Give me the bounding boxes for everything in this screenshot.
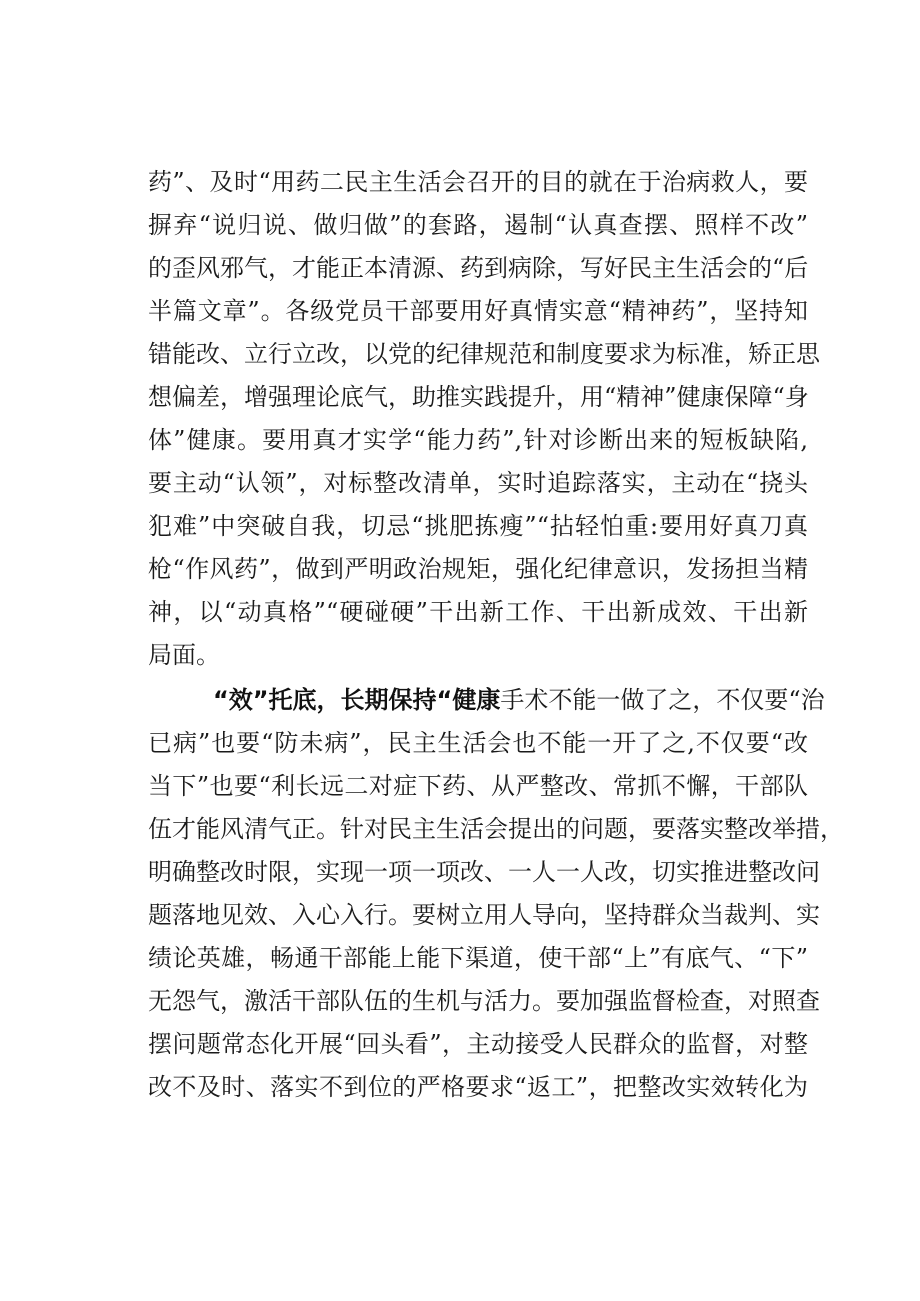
paragraph-1-line: 摒弃“说归说、做归做”的套路，遏制“认真查摆、照样不改” <box>148 211 808 239</box>
paragraph-2-line: 题落地见效、入心入行。要树立用人导向，坚持群众当裁判、实 <box>148 901 820 929</box>
paragraph-1-line: 局面。 <box>148 641 220 669</box>
paragraph-1-line: 要主动“认领”，对标整改清单，实时追踪落实，主动在“挠头 <box>148 469 808 497</box>
paragraph-1-line: 犯难”中突破自我，切忌“挑肥拣瘦”“拈轻怕重:要用好真刀真 <box>148 512 808 540</box>
paragraph-2-first-line-text: 手术不能一做了之，不仅要“治 <box>500 686 825 714</box>
paragraph-1-line: 的歪风邪气，才能正本清源、药到病除，写好民主生活会的“后 <box>148 254 809 282</box>
paragraph-2-line: 伍才能风清气正。针对民主生活会提出的问题，要落实整改举措， <box>148 815 844 843</box>
paragraph-1-line: 神，以“动真格”“硬碰硬”干出新工作、干出新成效、干出新 <box>148 598 808 626</box>
paragraph-1-line: 体”健康。要用真才实学“能力药”,针对诊断出来的短板缺陷, <box>148 426 808 454</box>
paragraph-2-line: 明确整改时限，实现一项一项改、一人一人改，切实推进整改问 <box>148 858 820 886</box>
paragraph-1-line: 枪“作风药”，做到严明政治规矩，强化纪律意识，发扬担当精 <box>148 555 808 583</box>
paragraph-2-line: 摆问题常态化开展“回头看”，主动接受人民群众的监督，对整 <box>148 1030 808 1058</box>
paragraph-1-line: 错能改、立行立改，以党的纪律规范和制度要求为标准，矫正思 <box>148 340 820 368</box>
paragraph-1-line: 药”、及时“用药二民主生活会召开的目的就在于治病救人，要 <box>148 168 808 196</box>
paragraph-2-line: 已病”也要“防未病”，民主生活会也不能一开了之,不仅要“改 <box>148 729 808 757</box>
paragraph-1-line: 半篇文章”。各级党员干部要用好真情实意“精神药”，坚持知 <box>148 297 808 325</box>
section-heading: “效”托底，长期保持“健康 <box>213 686 501 714</box>
paragraph-2-line: 绩论英雄，畅通干部能上能下渠道，使干部“上”有底气、“下” <box>148 944 808 972</box>
paragraph-2-line: 无怨气，激活干部队伍的生机与活力。要加强监督检查，对照查 <box>148 987 820 1015</box>
paragraph-2-line: 当下”也要“利长远二对症下药、从严整改、常抓不懈，干部队 <box>148 772 808 800</box>
paragraph-1-line: 想偏差，增强理论底气，助推实践提升，用“精神”健康保障“身 <box>148 383 809 411</box>
paragraph-2-first-line <box>213 685 825 715</box>
paragraph-2-line: 改不及时、落实不到位的严格要求“返工”，把整改实效转化为 <box>148 1073 808 1101</box>
